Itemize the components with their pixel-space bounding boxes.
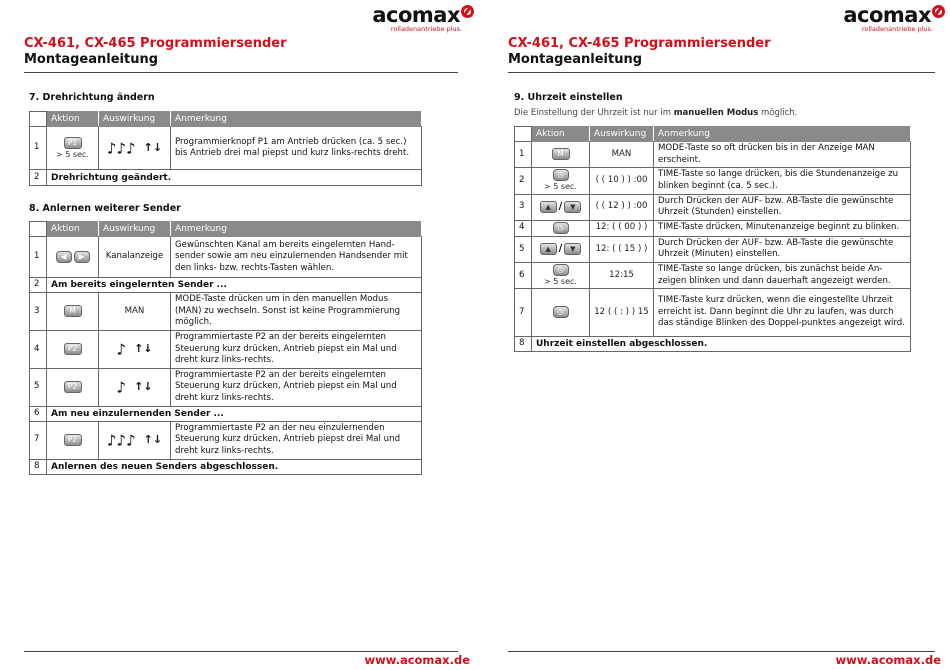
table-row: 1 ◀ ▶ Kanalanzeige Gewünschten Kanal am bereits eingelernten Hand-sender sowie am neu einzulernenden Handsender mit den links- bzw. rechts-Tasten wählen. — [30, 237, 422, 278]
table-row: 5 P2 ♪ ↑↓ Programmiertaste P2 an der bereits eingelernten Steuerung kurz drücken, Antrieb piepst ein Mal und dreht kurz links-rechts. — [30, 368, 422, 406]
col-auswirkung: Auswirkung — [99, 112, 171, 127]
table-row: 1 M MAN MODE-Taste so oft drücken bis in der Anzeige MAN erscheint. — [515, 142, 911, 168]
header-divider — [508, 72, 935, 73]
mode-button: M — [64, 305, 82, 317]
table-row: 7 P2 ♪♪♪ ↑↓ Programmiertaste P2 an der neu einzulernenden Steuerung kurz drücken, Antrieb piepst drei Mal und dreht kurz links-rechts. — [30, 421, 422, 459]
product-title: CX-461, CX-465 Programmiersender — [508, 36, 771, 51]
table-row: 5 ▲ / ▼ 12: ( ( 15 ) ) Durch Drücken der AUF- bzw. AB-Taste die gewünschte Uhrzeit (Minuten) einstellen. — [515, 236, 911, 262]
up-down-icon: ↑↓ — [143, 432, 163, 446]
section-9-intro: Die Einstellung der Uhrzeit ist nur im manuellen Modus möglich. — [514, 108, 798, 118]
up-button-icon: ▲ — [540, 201, 557, 213]
page-left — [24, 0, 470, 670]
table-row: 4 P2 ♪ ↑↓ Programmiertaste P2 an der bereits eingelernten Steuerung kurz drücken, Antrieb piepst ein Mal und dreht kurz links-rechts. — [30, 331, 422, 369]
section-9-title: 9. Uhrzeit einstellen — [514, 92, 623, 103]
col-aktion: Aktion — [47, 112, 99, 127]
left-arrow-button: ◀ — [56, 251, 72, 263]
table-row: 3 ▲ / ▼ ( ( 12 ) ) :00 Durch Drücken der AUF- bzw. AB-Taste die gewünschte Uhrzeit (Stunden) einstellen. — [515, 194, 911, 220]
footer-divider — [24, 651, 458, 652]
logo-tagline: rolladenantriebe plus. — [390, 25, 462, 33]
logo-tagline: rolladenantriebe plus. — [861, 25, 933, 33]
table-row: 6 ◷ > 5 sec. 12:15 TIME-Taste so lange drücken, bis zunächst beide An-zeigen blinken und dann dauerhaft angezeigt werden. — [515, 262, 911, 288]
p2-button: P2 — [64, 381, 82, 393]
table-row: 8 Anlernen des neuen Senders abgeschlossen. — [30, 459, 422, 474]
page-right — [508, 0, 941, 670]
time-button-clock-icon: ◷ — [553, 222, 569, 234]
up-down-icon: ↑↓ — [134, 342, 153, 356]
p1-button: P1 — [64, 137, 82, 149]
logo-mark-icon — [461, 5, 474, 18]
table-section-9: Aktion Auswirkung Anmerkung 1 M MAN MODE-Taste so oft drücken bis in der Anzeige MAN erscheint. 2 ◷ > 5 sec. ( ( 10 ) ) :00 TIME-Taste so lange drücken, bis die Stundenanzeige zu blinken beginnt (ca. 5 sec.). 3 ▲ / ▼ ( ( 12 ) ) :00 Durch Drücken der AUF- bzw. AB-Taste die gewünschte Uhrzeit (Stunden) einstellen. 4 ◷ 12: ( ( 00 ) ) TIME-Taste drücken, Minutenanzeige beginnt zu blinken. 5 ▲ / ▼ 12: ( ( 15 ) ) Durch Drücken der AUF- bzw. AB-Taste die gewünschte Uhrzeit (Minuten) einstellen. 6 ◷ > 5 sec. 12:15 TIME-Taste so lange drücken, bis zunächst beide An-zeigen blinken und dann dauerhaft angezeigt werden. 7 ◷ 12 ( ( : ) ) 15 TIME-Taste kurz drücken, wenn die eingestellte Uhrzeit erreicht ist. Dann beginnt die Uhr zu laufen, was durch das ständige Blinken des Doppel-punktes angezeigt wird. 8 Uhrzeit einstellen abgeschlossen. — [514, 126, 911, 352]
table-row: 2 Am bereits eingelernten Sender ... — [30, 278, 422, 293]
table-row: 4 ◷ 12: ( ( 00 ) ) TIME-Taste drücken, Minutenanzeige beginnt zu blinken. — [515, 220, 911, 236]
footer-url-link[interactable]: www.acomax.de — [835, 653, 941, 667]
brand-logo — [843, 5, 945, 33]
up-button-icon: ▲ — [540, 243, 557, 255]
table-row: 2 Drehrichtung geändert. — [30, 170, 422, 186]
table-row: 2 ◷ > 5 sec. ( ( 10 ) ) :00 TIME-Taste so lange drücken, bis die Stundenanzeige zu blinken beginnt (ca. 5 sec.). — [515, 168, 911, 194]
table-section-7 — [29, 111, 422, 186]
table-row: 8 Uhrzeit einstellen abgeschlossen. — [515, 337, 911, 352]
doc-type-title: Montageanleitung — [508, 52, 643, 67]
triple-beep-icon: ♪♪♪ — [106, 431, 136, 450]
table-row: 6 Am neu einzulernenden Sender ... — [30, 406, 422, 421]
section-7-title: 7. Drehrichtung ändern — [29, 92, 155, 103]
brand-logo — [372, 5, 474, 33]
up-down-icon: ↑↓ — [143, 140, 163, 154]
header-divider — [24, 72, 458, 73]
table-row: 3 M MAN MODE-Taste drücken um in den manuellen Modus (MAN) zu wechseln. Sonst ist keine Programmierung möglich. — [30, 293, 422, 331]
table-row: 1 P1 > 5 sec. ♪♪♪ ↑↓ Programmierknopf P1 am Antrieb drücken (ca. 5 sec.) bis Antrieb drei mal piepst und kurz links-rechts dreht. — [30, 127, 422, 170]
down-button-icon: ▼ — [564, 201, 581, 213]
p2-button: P2 — [64, 434, 82, 446]
p2-button: P2 — [64, 343, 82, 355]
up-down-icon: ↑↓ — [134, 379, 153, 393]
logo-wordmark: acomax — [372, 3, 460, 27]
table-section-8: Aktion Auswirkung Anmerkung 1 ◀ ▶ Kanalanzeige Gewünschten Kanal am bereits eingelernten Hand-sender sowie am neu einzulernenden Handsender mit den links- bzw. rechts-Tasten wählen. 2 Am bereits eingelernten Sender ... 3 M MAN MODE-Taste drücken um in den manuellen Modus (MAN) zu wechseln. Sonst ist keine Programmierung möglich. 4 P2 ♪ ↑↓ Programmiertaste P2 an der bereits eingelernten Steuerung kurz drücken, Antrieb piepst ein Mal und dreht kurz links-rechts. 5 P2 ♪ ↑↓ Programmiertaste P2 an der bereits eingelernten Steuerung kurz drücken, Antrieb piepst ein Mal und dreht kurz links-rechts. 6 Am neu einzulernenden Sender ... 7 P2 ♪♪♪ ↑↓ Programmiertaste P2 an der neu einzulernenden Steuerung kurz drücken, Antrieb piepst drei Mal und dreht kurz links-rechts. 8 Anlernen des neuen Senders abgeschlossen. — [29, 221, 422, 475]
single-beep-icon: ♪ — [116, 340, 127, 359]
logo-mark-icon — [932, 5, 945, 18]
footer-divider — [508, 651, 935, 652]
doc-type-title: Montageanleitung — [24, 52, 159, 67]
section-8-title: 8. Anlernen weiterer Sender — [29, 203, 181, 214]
time-button-clock-icon: ◷ — [553, 264, 569, 276]
col-anmerkung: Anmerkung — [171, 112, 422, 127]
time-button-clock-icon: ◷ — [553, 169, 569, 181]
logo-wordmark: acomax — [843, 3, 931, 27]
time-button-clock-icon: ◷ — [553, 306, 569, 318]
single-beep-icon: ♪ — [116, 378, 127, 397]
down-button-icon: ▼ — [564, 243, 581, 255]
table-row: 7 ◷ 12 ( ( : ) ) 15 TIME-Taste kurz drücken, wenn die eingestellte Uhrzeit erreicht ist. Dann beginnt die Uhr zu laufen, was durch das ständige Blinken des Doppel-punktes angezeigt wird. — [515, 289, 911, 337]
product-title: CX-461, CX-465 Programmiersender — [24, 36, 287, 51]
right-arrow-button: ▶ — [74, 251, 90, 263]
footer-url-link[interactable]: www.acomax.de — [364, 653, 470, 667]
mode-button: M — [552, 148, 570, 160]
triple-beep-icon: ♪♪♪ — [106, 139, 136, 158]
